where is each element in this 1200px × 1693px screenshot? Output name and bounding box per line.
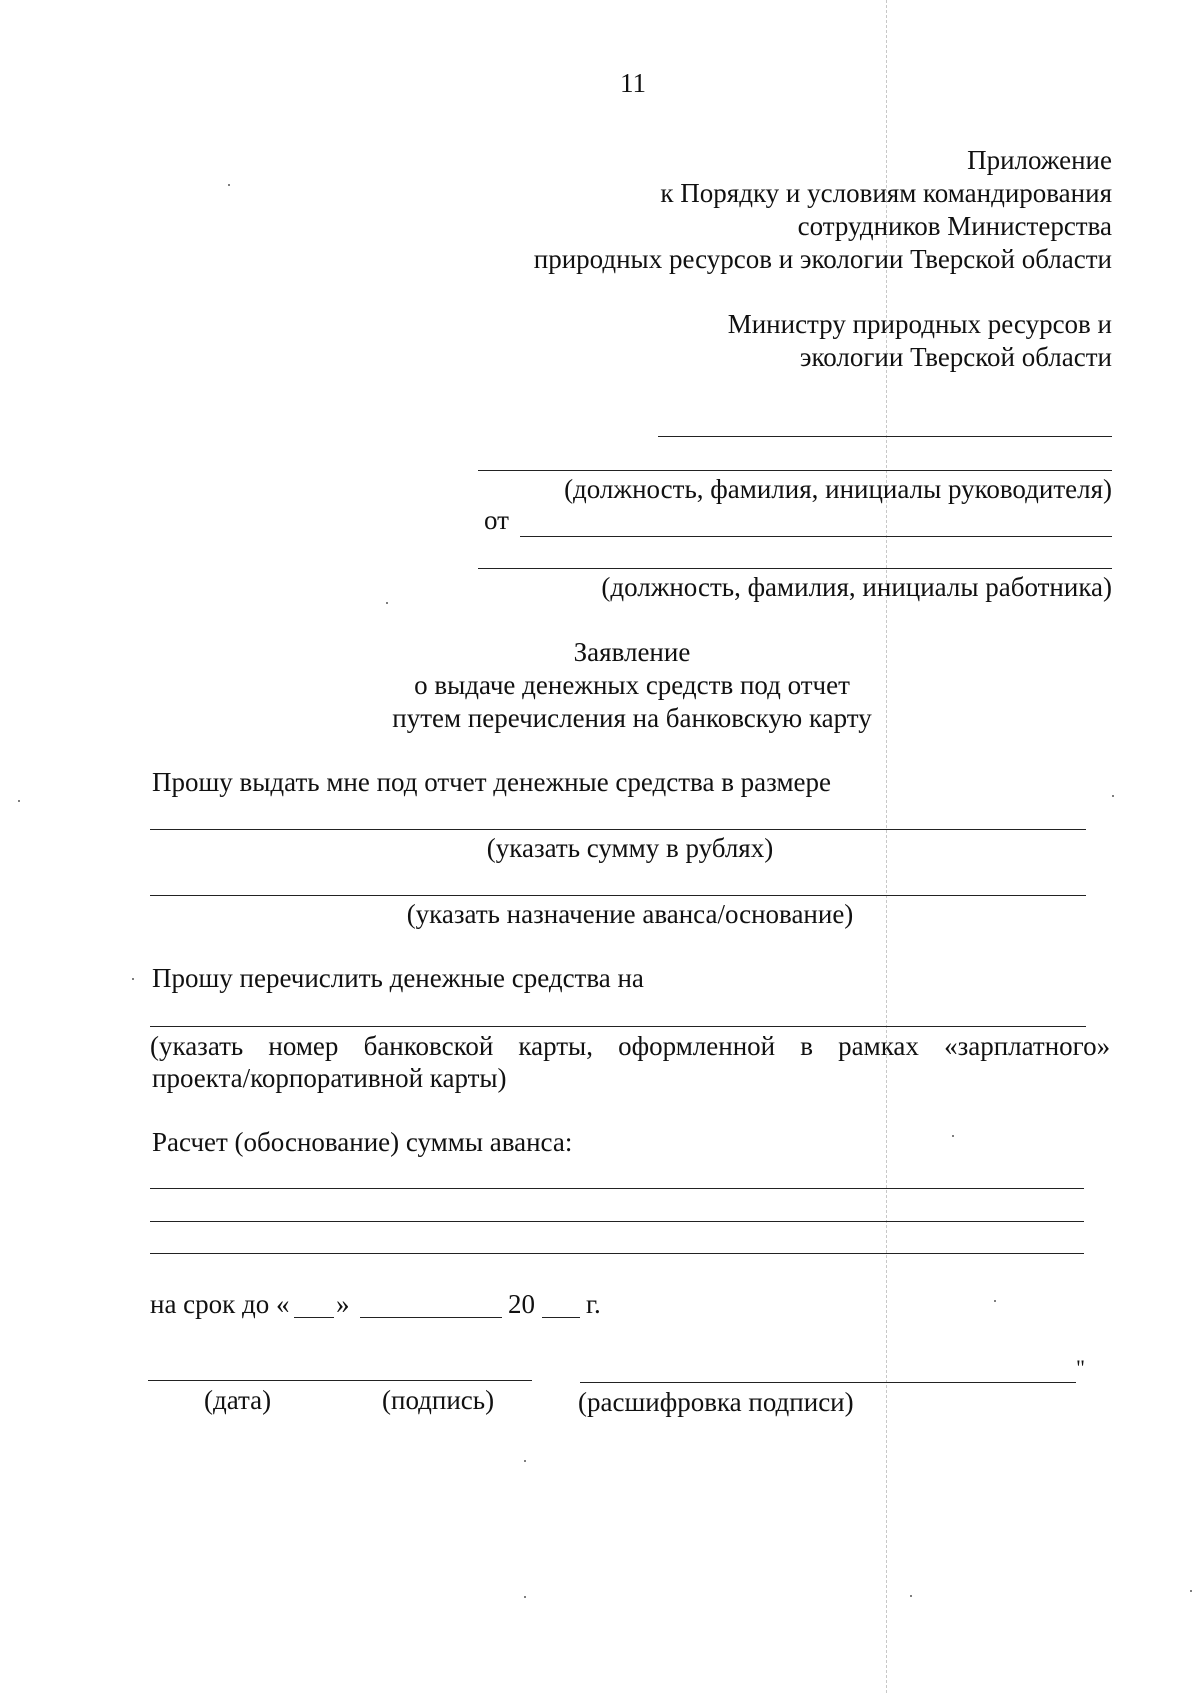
- addressee-line-2: экологии Тверской области: [799, 342, 1112, 372]
- card-caption-word: оформленной: [618, 1031, 776, 1061]
- statement-title: Заявление: [573, 637, 691, 667]
- card-caption-word: карты,: [518, 1031, 593, 1061]
- addressee-line-1: Министру природных ресурсов и: [727, 309, 1112, 339]
- employee-fill-line: [478, 568, 1112, 569]
- scan-speck: [18, 800, 20, 802]
- from-label: от: [484, 505, 509, 535]
- card-caption-word: рамках: [838, 1031, 919, 1061]
- head-fill-line-1: [658, 436, 1112, 437]
- calculation-label: Расчет (обоснование) суммы аванса:: [152, 1127, 573, 1157]
- scan-speck: [910, 1595, 912, 1597]
- calculation-line-2: [150, 1221, 1084, 1222]
- from-fill-line: [520, 536, 1112, 537]
- decode-caption: (расшифровка подписи): [578, 1387, 854, 1417]
- sign-caption: (подпись): [382, 1385, 495, 1415]
- deadline-day-line: [294, 1317, 334, 1318]
- deadline-year-line: [542, 1317, 580, 1318]
- card-fill-line: [150, 1026, 1086, 1027]
- card-caption-word: «зарплатного»: [944, 1031, 1111, 1061]
- deadline-year-suffix: г.: [586, 1289, 601, 1319]
- statement-line-1: о выдаче денежных средств под отчет: [414, 670, 850, 700]
- deadline-month-line: [360, 1317, 502, 1318]
- amount-fill-line: [150, 829, 1086, 830]
- page-number: 11: [620, 68, 646, 98]
- scan-speck: [132, 978, 134, 980]
- card-caption-word: номер: [268, 1031, 339, 1061]
- scan-speck: [1190, 1590, 1192, 1592]
- statement-line-2: путем перечисления на банковскую карту: [392, 703, 872, 733]
- purpose-fill-line: [150, 895, 1086, 896]
- card-caption-line-2: проекта/корпоративной карты): [152, 1063, 507, 1093]
- card-caption-word: (указать: [150, 1031, 244, 1061]
- scan-speck: [1112, 795, 1114, 797]
- deadline-close-quote: »: [336, 1289, 350, 1319]
- date-caption: (дата): [204, 1385, 272, 1415]
- request-transfer-text: Прошу перечислить денежные средства на: [152, 963, 644, 993]
- appendix-title: Приложение: [967, 145, 1112, 175]
- appendix-line-1: к Порядку и условиям командирования: [660, 178, 1112, 208]
- scan-speck: [524, 1596, 526, 1598]
- date-sign-line: [148, 1380, 532, 1381]
- head-caption: (должность, фамилия, инициалы руководителя): [564, 474, 1112, 504]
- scan-speck: [524, 1460, 526, 1462]
- deadline-prefix: на срок до «: [150, 1289, 290, 1319]
- deadline-century: 20: [508, 1289, 535, 1319]
- card-caption-word: банковской: [363, 1031, 494, 1061]
- card-caption-line-1: [150, 1030, 1110, 1062]
- employee-caption: (должность, фамилия, инициалы работника): [601, 572, 1112, 602]
- amount-caption: (указать сумму в рублях): [486, 833, 774, 863]
- head-fill-line-2: [478, 470, 1112, 471]
- purpose-caption: (указать назначение аванса/основание): [406, 899, 854, 929]
- scan-speck: [386, 602, 388, 604]
- card-caption-word: в: [800, 1031, 813, 1061]
- request-amount-text: Прошу выдать мне под отчет денежные средства в размере: [152, 767, 832, 797]
- stray-mark: ": [1076, 1355, 1085, 1380]
- appendix-line-3: природных ресурсов и экологии Тверской области: [533, 244, 1112, 274]
- calculation-line-1: [150, 1188, 1084, 1189]
- scan-speck: [994, 1300, 996, 1302]
- scan-speck: [228, 184, 230, 186]
- decode-line: [580, 1382, 1076, 1383]
- calculation-line-3: [150, 1253, 1084, 1254]
- appendix-line-2: сотрудников Министерства: [797, 211, 1112, 241]
- scan-speck: [952, 1135, 954, 1137]
